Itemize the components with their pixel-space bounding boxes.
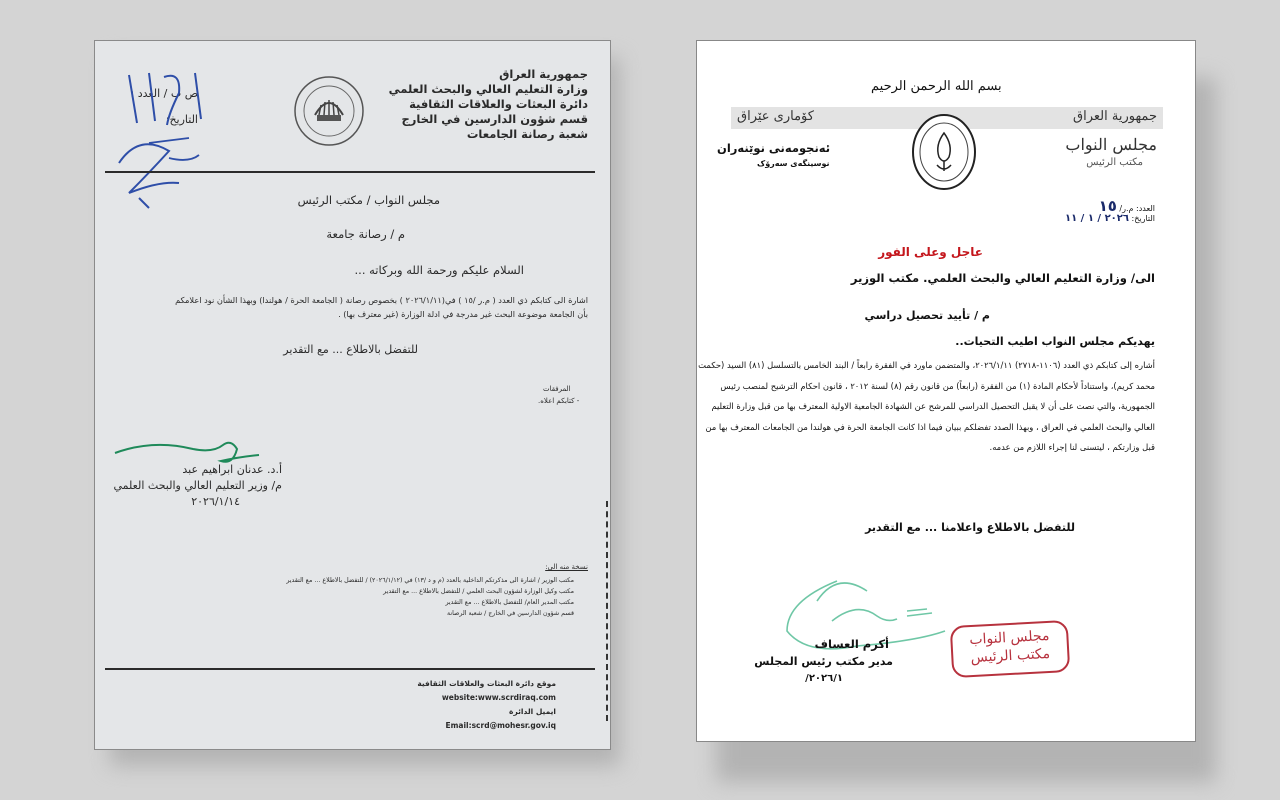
signatory-title: م/ وزير التعليم العالي والبحث العلمي	[113, 479, 282, 492]
date-label: التاريخ:	[1131, 214, 1155, 223]
body-line-2: بأن الجامعة موضوعة البحث غير مدرجة في ادلة الوزارة (غير معترف بها) .	[338, 309, 588, 319]
council-ku-sub: نوسینگەی سەرۆک	[757, 159, 830, 168]
council-ar: مجلس النواب	[1065, 135, 1157, 154]
copy-item: مكتب المدير العام/ للتفضل بالاطلاع ... مع التقدير	[445, 599, 574, 606]
body-line: رابعاً / البند الخامس بالتسلسل (٨١) السيد (حكمت محمد كريم)،	[698, 360, 1155, 391]
ref-label-text: العدد: م.ر/	[1119, 204, 1155, 213]
header-line: دائرة البعثات والعلاقات الثقافية	[409, 97, 588, 111]
signatory-title: مدير مكتب رئيس المجلس	[754, 655, 893, 668]
copies-list	[286, 575, 574, 619]
header-line: وزارة التعليم العالي والبحث العلمي	[388, 82, 588, 96]
copy-item: قسم شؤون الدارسين في الخارج / شعبة الرصانة	[446, 610, 574, 617]
ministry-seal-icon	[293, 75, 365, 147]
date-label: التاريخ:	[165, 113, 198, 126]
parliament-emblem-icon	[911, 113, 977, 191]
parliament-letter	[696, 40, 1196, 742]
council-ku: ئەنجومەنی نوێنەران	[717, 141, 831, 155]
copy-item: مكتب الوزير / اشارة الى مذكرتكم الداخلية بالعدد (م و د /١٣) في (٢٠٢٦/١/١٢) / للتفضل بالاطلاع ... مع التقدير	[286, 577, 574, 584]
header-line: قسم شؤون الدارسين في الخارج	[401, 112, 588, 126]
copy-label: نسخة منه الى:	[545, 563, 588, 571]
banner-left: كۆماری عێراق	[737, 109, 814, 124]
date-value: ٢٠٢٦ / ١ / ١١	[1064, 213, 1129, 224]
ref-number: ١٥	[1098, 197, 1117, 215]
greeting: يهديكم مجلس النواب اطيب التحيات..	[955, 335, 1155, 348]
signatory-name: أكرم العساف	[814, 637, 889, 651]
body-line: واستناداً لأحكام المادة (١) من الفقرة (رابعاً) من قانون رقم (٨) لسنة ٢٠١٢ ،	[844, 380, 1109, 391]
signatory-date: ٢٠٢٦/١/١٤	[191, 495, 240, 508]
subject: م / رصانة جامعة	[326, 227, 405, 241]
ministry-letter	[94, 40, 611, 750]
addressee: الى/ وزارة التعليم العالي والبحث العلمي. مكتب الوزير	[850, 271, 1155, 285]
footer-divider	[105, 668, 595, 670]
body-line: هولندا من الجامعات المعترف بها من قبل وزارتكم ، ليتسنى لنا إجراء اللازم من عدمه.	[705, 421, 1155, 452]
footer-line: website:www.scrdiraq.com	[441, 693, 556, 702]
council-ar-sub: مكتب الرئيس	[1086, 157, 1143, 168]
body-line-1: اشارة الى كتابكم ذي العدد ( م.ر /١٥ ) في(٢٠٢٦/١/١١ ) بخصوص رصانة ( الجامعة الحرة / هولندا) وبهذا الشأن نود اعلامكم	[175, 295, 588, 305]
footer-line: Email:scrd@mohesr.gov.iq	[445, 721, 556, 730]
subject: م / تأييد تحصيل دراسي	[864, 309, 990, 322]
attachments-label: المرفقات	[543, 385, 571, 393]
body-line: قانون احكام الترشيح لمنصب رئيس الجمهورية، والتي نصت على أن لا يقبل التحصيل	[720, 380, 1155, 411]
date-line	[1065, 213, 1155, 224]
header-line: جمهورية العراق	[499, 67, 588, 81]
page-edge-marks	[603, 501, 608, 721]
closing: للتفضل بالاطلاع ... مع التقدير	[283, 343, 418, 356]
header-line: شعبة رصانة الجامعات	[466, 127, 588, 141]
office-stamp	[950, 620, 1071, 678]
footer-line: ايميل الدائرة	[509, 707, 556, 716]
greeting: السلام عليكم ورحمة الله وبركاته ...	[354, 263, 524, 277]
addressee: مجلس النواب / مكتب الرئيس	[297, 193, 440, 207]
stamp-line-2: مكتب الرئيس	[970, 645, 1051, 667]
letter-header	[389, 67, 588, 142]
banner-right: جمهورية العراق	[1073, 109, 1157, 124]
basmala: بسم الله الرحمن الرحيم	[871, 79, 1002, 94]
ref-label: ص ب / العدد :	[130, 87, 198, 100]
body-line: والبحث العلمي في العراق ، وبهذا الصدد تفضلكم ببيان فيما اذا كانت الجامعة الحرة في	[833, 421, 1132, 432]
closing: للتفضل بالاطلاع واعلامنا ... مع التقدير	[865, 521, 1075, 534]
signatory-date: ٢٠٢٦/١/	[805, 673, 843, 684]
body-line: الدراسي للمرشح عن الشهادة الجامعية الاولية المعترف بها من قبل وزارة التعليم العالي	[711, 401, 1155, 432]
urgent-label: عاجل وعلى الفور	[878, 245, 983, 259]
stamp-line-1: مجلس النواب	[968, 627, 1050, 649]
body-text	[697, 355, 1155, 458]
handwritten-annotation	[109, 63, 219, 213]
footer	[417, 677, 556, 733]
body-line: أشاره إلى كتابكم ذي العدد (١١٠٦-٢٧١٨) ٢٠٢٦/١/١١، والمتضمن ماورد في الفقرة	[874, 360, 1155, 370]
copy-item: مكتب وكيل الوزارة لشؤون البحث العلمي / للتفضل بالاطلاع ... مع التقدير	[383, 588, 574, 595]
footer-line: موقع دائرة البعثات والعلاقات الثقافية	[417, 679, 556, 688]
header-divider	[105, 171, 595, 173]
attachments-item: - كتابكم اعلاه.	[538, 397, 580, 405]
signatory-name: أ.د. عدنان ابراهيم عبد	[182, 463, 282, 476]
